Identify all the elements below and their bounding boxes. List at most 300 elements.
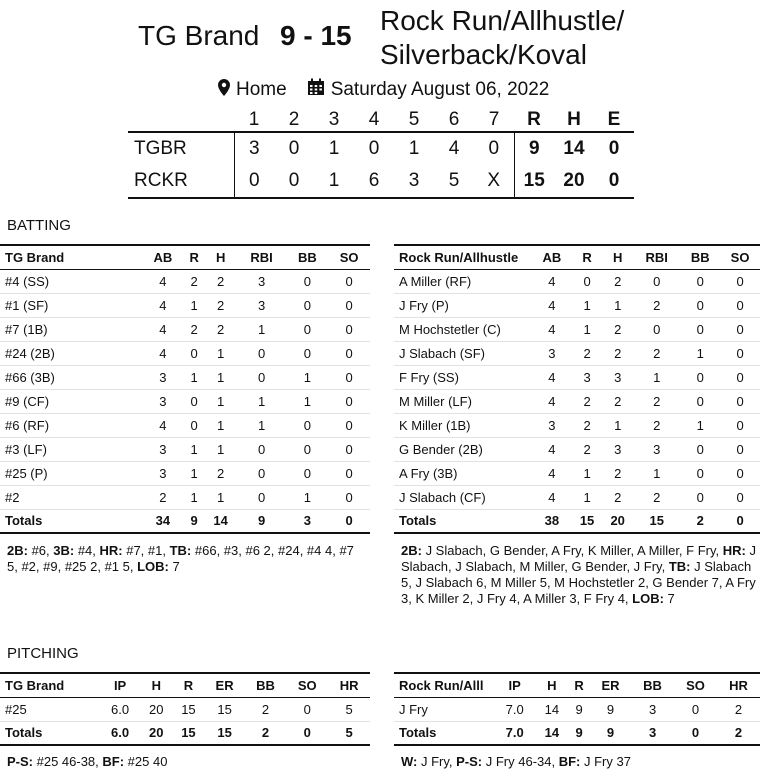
player-name: #1 (SF) (0, 293, 142, 317)
stat-column-header: ER (205, 673, 245, 697)
stat-cell: 0 (633, 317, 680, 341)
stat-cell: 0 (720, 269, 760, 293)
table-row (0, 293, 370, 317)
stat-cell: 2 (572, 437, 603, 461)
note-text: #66, #3, #6 2, #24, #4 4, #7 5, #2, #9, #25 2, #1 5, (7, 543, 354, 574)
totals-cell: 9 (590, 721, 631, 745)
player-name: M Miller (LF) (394, 389, 532, 413)
game-location: Home (236, 79, 287, 100)
stat-cell: 0 (720, 293, 760, 317)
totals-cell: 14 (205, 509, 237, 533)
stat-cell: 0 (328, 269, 370, 293)
totals-cell: 9 (237, 509, 287, 533)
inning-score: X (474, 165, 514, 198)
stat-cell: 7.0 (494, 697, 535, 721)
table-row (0, 413, 370, 437)
note-label: 3B: (53, 543, 75, 558)
stat-cell: 2 (184, 269, 205, 293)
note-label: TB: (668, 559, 691, 574)
stat-cell: 2 (633, 293, 680, 317)
stat-cell: 0 (328, 317, 370, 341)
stat-cell: 3 (142, 389, 184, 413)
stat-cell: 2 (572, 413, 603, 437)
stat-column-header: AB (142, 245, 184, 269)
player-name: #25 (P) (0, 461, 142, 485)
stat-cell: 1 (572, 485, 603, 509)
away-batting-table (394, 244, 760, 534)
player-name: A Fry (3B) (394, 461, 532, 485)
table-row (394, 437, 760, 461)
stat-cell: 9 (590, 697, 631, 721)
table-row (394, 461, 760, 485)
stat-cell: 1 (237, 317, 287, 341)
stat-cell: 2 (142, 485, 184, 509)
stat-cell: 0 (680, 437, 720, 461)
table-row (0, 365, 370, 389)
stat-cell: 2 (602, 269, 633, 293)
table-row (394, 341, 760, 365)
team-column-header: TG Brand (0, 673, 100, 697)
stat-column-header: H (535, 673, 568, 697)
stat-cell: 2 (633, 413, 680, 437)
stat-cell: 2 (602, 317, 633, 341)
table-row (394, 365, 760, 389)
stat-cell: 2 (633, 389, 680, 413)
stat-cell: 1 (184, 437, 205, 461)
linescore-row (128, 165, 634, 198)
stat-cell: 2 (717, 697, 760, 721)
stat-cell: 15 (172, 697, 204, 721)
stat-cell: 1 (237, 389, 287, 413)
note-label: 2B: (7, 543, 28, 558)
stat-cell: 0 (720, 389, 760, 413)
stat-cell: 0 (237, 485, 287, 509)
stat-cell: 0 (720, 413, 760, 437)
stat-column-header: H (205, 245, 237, 269)
table-row (394, 485, 760, 509)
stat-column-header: R (568, 673, 589, 697)
table-row (0, 697, 370, 721)
table-row (0, 461, 370, 485)
total-runs: 15 (514, 165, 554, 198)
stat-column-header: BB (286, 245, 328, 269)
inning-score: 1 (394, 132, 434, 165)
stat-cell: 1 (572, 317, 603, 341)
away-pitching-table (394, 672, 760, 746)
totals-cell: 0 (328, 509, 370, 533)
totals-cell: 15 (633, 509, 680, 533)
stat-cell: 1 (680, 413, 720, 437)
stat-column-header: RBI (237, 245, 287, 269)
totals-cell: 0 (720, 509, 760, 533)
stat-cell: 2 (633, 341, 680, 365)
table-row (0, 269, 370, 293)
note-text: #6, (27, 543, 54, 558)
table-row (394, 389, 760, 413)
stat-cell: 0 (328, 293, 370, 317)
player-name: A Miller (RF) (394, 269, 532, 293)
stat-cell: 1 (205, 437, 237, 461)
stat-cell: 4 (532, 389, 572, 413)
runs-header: R (527, 108, 541, 130)
totals-cell: 9 (184, 509, 205, 533)
stat-cell: 0 (680, 389, 720, 413)
stat-column-header: H (140, 673, 172, 697)
totals-cell: 38 (532, 509, 572, 533)
note-text: J Fry 37 (580, 754, 631, 769)
stat-column-header: BB (631, 673, 674, 697)
stat-cell: 1 (286, 485, 328, 509)
team-abbrev: TGBR (128, 132, 234, 165)
totals-cell: 6.0 (100, 721, 140, 745)
stat-column-header: HR (328, 673, 370, 697)
stat-cell: 2 (602, 389, 633, 413)
stat-cell: 0 (237, 341, 287, 365)
stat-column-header: BB (680, 245, 720, 269)
stat-cell: 2 (572, 389, 603, 413)
stat-cell: 0 (720, 485, 760, 509)
stat-cell: 1 (205, 365, 237, 389)
stat-cell: 1 (205, 389, 237, 413)
stat-cell: 0 (680, 293, 720, 317)
stat-cell: 0 (286, 413, 328, 437)
away-team-name: Rock Run/Allhustle/ Silverback/Koval (380, 5, 625, 70)
inning-score: 1 (314, 165, 354, 198)
stat-cell: 3 (237, 293, 287, 317)
stat-cell: 0 (720, 437, 760, 461)
totals-row (0, 509, 370, 533)
stat-cell: 0 (286, 437, 328, 461)
stat-cell: 4 (532, 293, 572, 317)
stat-cell: 4 (142, 293, 184, 317)
inning-score: 0 (474, 132, 514, 165)
table-row (0, 317, 370, 341)
player-name: #66 (3B) (0, 365, 142, 389)
stat-cell: 1 (184, 461, 205, 485)
stat-column-header: BB (245, 673, 287, 697)
inning-score: 4 (434, 132, 474, 165)
stat-cell: 0 (633, 269, 680, 293)
note-text: #25 46-38, (33, 754, 103, 769)
stat-column-header: RBI (633, 245, 680, 269)
stat-column-header: IP (100, 673, 140, 697)
stat-cell: 0 (328, 389, 370, 413)
table-row (394, 269, 760, 293)
stat-cell: 0 (184, 413, 205, 437)
map-pin-icon (218, 79, 230, 102)
totals-cell: 3 (631, 721, 674, 745)
totals-row (394, 509, 760, 533)
stat-cell: 20 (140, 697, 172, 721)
stat-cell: 14 (535, 697, 568, 721)
note-text: J Slabach 5, J Slabach 6, M Miller 5, M Hochstetler 2, G Bender 7, A Fry 3, K Miller 2, J Fry 4, A Miller 3, F Fry 4, (401, 559, 756, 606)
player-name: J Slabach (SF) (394, 341, 532, 365)
stat-cell: 1 (680, 341, 720, 365)
table-row (394, 317, 760, 341)
note-label: 2B: (401, 543, 422, 558)
table-row (0, 485, 370, 509)
note-label: TB: (169, 543, 192, 558)
linescore-row (128, 132, 634, 165)
stat-column-header: R (184, 245, 205, 269)
note-label: HR: (722, 543, 746, 558)
stat-cell: 0 (572, 269, 603, 293)
stat-cell: 0 (328, 485, 370, 509)
stat-cell: 3 (142, 365, 184, 389)
player-name: #24 (2B) (0, 341, 142, 365)
note-text: 7 (663, 591, 675, 606)
stat-cell: 0 (720, 365, 760, 389)
totals-cell: 7.0 (494, 721, 535, 745)
totals-cell: 20 (140, 721, 172, 745)
linescore-header-row (128, 108, 634, 132)
note-text: #7, #1, (122, 543, 170, 558)
stat-cell: 0 (680, 269, 720, 293)
stat-column-header: R (572, 245, 603, 269)
stat-cell: 1 (286, 389, 328, 413)
stat-cell: 1 (184, 365, 205, 389)
stat-cell: 0 (286, 341, 328, 365)
stat-cell: 0 (286, 293, 328, 317)
stat-cell: 1 (572, 293, 603, 317)
stat-cell: 0 (328, 341, 370, 365)
stat-cell: 1 (205, 485, 237, 509)
stat-cell: 4 (142, 413, 184, 437)
inning-score: 1 (314, 132, 354, 165)
inning-header: 7 (488, 108, 500, 130)
total-hits: 14 (554, 132, 594, 165)
stat-cell: 9 (568, 697, 589, 721)
stat-cell: 0 (720, 341, 760, 365)
totals-cell: 15 (572, 509, 603, 533)
errors-header: E (607, 108, 621, 130)
totals-cell: 15 (172, 721, 204, 745)
inning-header: 2 (288, 108, 300, 130)
stat-cell: 3 (142, 461, 184, 485)
stat-cell: 0 (237, 461, 287, 485)
away-pitching-notes (401, 754, 763, 770)
stat-cell: 3 (142, 437, 184, 461)
stat-cell: 0 (680, 365, 720, 389)
stat-cell: 0 (184, 389, 205, 413)
stat-cell: 0 (286, 461, 328, 485)
note-text: #4, (74, 543, 100, 558)
player-name: #9 (CF) (0, 389, 142, 413)
stat-column-header: R (172, 673, 204, 697)
stat-cell: 4 (142, 317, 184, 341)
away-batting-notes (401, 543, 763, 607)
pitching-section-title: PITCHING (7, 645, 79, 662)
stat-cell: 4 (532, 365, 572, 389)
note-label: HR: (99, 543, 123, 558)
note-label: BF: (102, 754, 125, 769)
stat-cell: 0 (328, 365, 370, 389)
table-row (394, 413, 760, 437)
stat-cell: 5 (328, 697, 370, 721)
stat-cell: 4 (532, 269, 572, 293)
note-text: J Fry 46-34, (482, 754, 559, 769)
inning-score: 5 (434, 165, 474, 198)
stat-cell: 0 (237, 437, 287, 461)
totals-label: Totals (394, 721, 494, 745)
stat-cell: 1 (633, 365, 680, 389)
note-label: LOB: (632, 591, 664, 606)
player-name: J Slabach (CF) (394, 485, 532, 509)
stat-cell: 0 (680, 485, 720, 509)
totals-cell: 2 (245, 721, 287, 745)
totals-cell: 15 (205, 721, 245, 745)
home-pitching-notes (7, 754, 359, 770)
batting-section-title: BATTING (7, 217, 71, 234)
totals-cell: 3 (286, 509, 328, 533)
note-text: J Slabach, G Bender, A Fry, K Miller, A Miller, F Fry, (421, 543, 723, 558)
stat-cell: 3 (602, 365, 633, 389)
game-date: Saturday August 06, 2022 (330, 79, 550, 100)
total-hits: 20 (554, 165, 594, 198)
inning-score: 3 (394, 165, 434, 198)
table-row (394, 293, 760, 317)
table-header-row (394, 245, 760, 269)
inning-header: 4 (368, 108, 380, 130)
totals-cell: 5 (328, 721, 370, 745)
totals-cell: 0 (674, 721, 717, 745)
stat-cell: 0 (720, 461, 760, 485)
stat-cell: 1 (572, 461, 603, 485)
totals-label: Totals (394, 509, 532, 533)
stat-cell: 0 (680, 461, 720, 485)
inning-score: 0 (274, 132, 314, 165)
player-name: J Fry (P) (394, 293, 532, 317)
note-text: J Slabach, J Slabach, M Miller, G Bender, J Fry, (401, 543, 756, 574)
stat-cell: 2 (205, 269, 237, 293)
stat-column-header: ER (590, 673, 631, 697)
stat-column-header: SO (328, 245, 370, 269)
stat-cell: 0 (680, 317, 720, 341)
stat-column-header: SO (286, 673, 328, 697)
stat-cell: 1 (205, 341, 237, 365)
total-errors: 0 (594, 165, 634, 198)
player-name: #25 (0, 697, 100, 721)
stat-cell: 0 (720, 317, 760, 341)
stat-cell: 1 (602, 293, 633, 317)
stat-column-header: AB (532, 245, 572, 269)
stat-cell: 15 (205, 697, 245, 721)
stat-column-header: IP (494, 673, 535, 697)
player-name: G Bender (2B) (394, 437, 532, 461)
stat-cell: 1 (205, 413, 237, 437)
stat-cell: 1 (184, 293, 205, 317)
stat-cell: 0 (286, 697, 328, 721)
inning-score: 0 (234, 165, 274, 198)
note-text: #25 40 (124, 754, 168, 769)
table-header-row (0, 245, 370, 269)
totals-cell: 34 (142, 509, 184, 533)
player-name: #2 (0, 485, 142, 509)
stat-column-header: HR (717, 673, 760, 697)
stat-cell: 4 (532, 485, 572, 509)
table-header-row (394, 673, 760, 697)
player-name: F Fry (SS) (394, 365, 532, 389)
inning-header: 5 (408, 108, 420, 130)
stat-cell: 4 (532, 461, 572, 485)
note-label: P-S: (7, 754, 33, 769)
total-errors: 0 (594, 132, 634, 165)
stat-cell: 2 (205, 461, 237, 485)
stat-cell: 3 (633, 437, 680, 461)
stat-cell: 3 (532, 341, 572, 365)
stat-cell: 2 (205, 317, 237, 341)
note-label: LOB: (137, 559, 169, 574)
note-text: 7 (168, 559, 180, 574)
totals-cell: 0 (286, 721, 328, 745)
stat-cell: 0 (286, 317, 328, 341)
stat-cell: 3 (631, 697, 674, 721)
totals-cell: 14 (535, 721, 568, 745)
stat-cell: 0 (237, 365, 287, 389)
calendar-icon (307, 78, 325, 102)
stat-cell: 4 (142, 269, 184, 293)
stat-cell: 1 (286, 365, 328, 389)
game-header (0, 0, 766, 80)
player-name: #6 (RF) (0, 413, 142, 437)
inning-score: 6 (354, 165, 394, 198)
stat-cell: 2 (184, 317, 205, 341)
stat-column-header: SO (720, 245, 760, 269)
total-runs: 9 (514, 132, 554, 165)
totals-row (0, 721, 370, 745)
home-pitching-table (0, 672, 370, 746)
home-batting-table (0, 244, 370, 534)
final-score: 9 - 15 (280, 20, 352, 51)
stat-cell: 2 (205, 293, 237, 317)
stat-cell: 0 (328, 413, 370, 437)
team-column-header: TG Brand (0, 245, 142, 269)
stat-cell: 1 (184, 485, 205, 509)
inning-score: 3 (234, 132, 274, 165)
stat-cell: 2 (633, 485, 680, 509)
stat-cell: 6.0 (100, 697, 140, 721)
stat-cell: 2 (572, 341, 603, 365)
player-name: #3 (LF) (0, 437, 142, 461)
linescore-table (128, 108, 634, 199)
stat-cell: 4 (532, 437, 572, 461)
stat-cell: 2 (602, 461, 633, 485)
note-text: J Fry, (417, 754, 457, 769)
stat-cell: 3 (602, 437, 633, 461)
totals-cell: 20 (602, 509, 633, 533)
team-column-header: Rock Run/Allhustle (394, 245, 532, 269)
stat-cell: 0 (328, 437, 370, 461)
note-label: P-S: (456, 754, 483, 769)
stat-cell: 4 (532, 317, 572, 341)
stat-column-header: H (602, 245, 633, 269)
totals-cell: 9 (568, 721, 589, 745)
stat-cell: 1 (602, 413, 633, 437)
stat-cell: 0 (286, 269, 328, 293)
player-name: #7 (1B) (0, 317, 142, 341)
stat-cell: 2 (245, 697, 287, 721)
player-name: K Miller (1B) (394, 413, 532, 437)
totals-label: Totals (0, 509, 142, 533)
stat-cell: 0 (674, 697, 717, 721)
home-team-name: TG Brand (138, 20, 260, 51)
player-name: J Fry (394, 697, 494, 721)
inning-score: 0 (354, 132, 394, 165)
note-label: BF: (558, 754, 581, 769)
table-row (0, 437, 370, 461)
hits-header: H (567, 108, 581, 130)
totals-cell: 2 (717, 721, 760, 745)
